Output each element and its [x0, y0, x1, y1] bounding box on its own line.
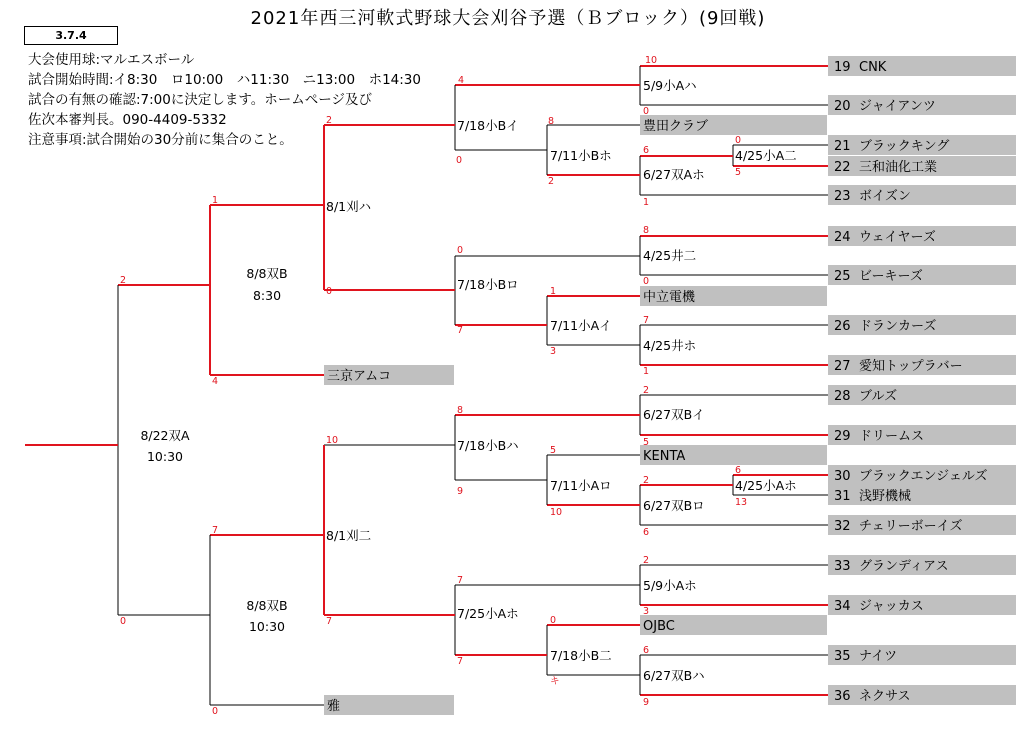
team-number: 23 [834, 189, 851, 204]
team-name: 三和油化工業 [859, 160, 938, 175]
team-number: 27 [834, 359, 851, 374]
match-label: 7/25小Aホ [457, 606, 519, 621]
team-number: 19 [834, 60, 851, 75]
team-name: ドリームス [859, 429, 925, 444]
score-label: 2 [548, 176, 555, 187]
match-label: 7/18小Bイ [457, 118, 519, 133]
team-number: 21 [834, 139, 851, 154]
score-label: 0 [550, 615, 557, 626]
page-title: 2021年西三河軟式野球大会刈谷予選（Ｂブロック）(9回戦) [250, 8, 766, 29]
score-label: 7 [212, 525, 219, 536]
team-name: 三京アムコ [327, 369, 392, 384]
team-name: ネクサス [859, 689, 911, 704]
team-number: 22 [834, 160, 851, 175]
match-label: 8/8双B [246, 266, 288, 281]
score-label: 0 [643, 276, 650, 287]
team-name: ブラックキング [859, 139, 950, 154]
team-name: チェリーボーイズ [859, 519, 963, 534]
score-label: 2 [120, 275, 127, 286]
team-name: ドランカーズ [859, 319, 937, 334]
team-number: 24 [834, 230, 851, 245]
score-label: 6 [735, 465, 742, 476]
match-label: 7/18小Bロ [457, 277, 519, 292]
match-label: 7/11小Bホ [550, 148, 612, 163]
score-label: 6 [643, 145, 650, 156]
score-label: 8 [457, 405, 464, 416]
match-time: 8:30 [252, 288, 282, 303]
match-label: 8/1刈二 [326, 528, 372, 543]
team-number: 34 [834, 599, 851, 614]
team-box [324, 695, 454, 715]
score-label: 8 [643, 225, 650, 236]
score-label: 5 [550, 445, 557, 456]
date-label: 3.7.4 [24, 26, 118, 45]
score-label: 7 [457, 575, 464, 586]
team-name: ナイツ [859, 649, 898, 664]
team-name: ブラックエンジェルズ [859, 469, 988, 484]
info-line: 試合の有無の確認:7:00に決定します。ホームページ及び [28, 92, 373, 108]
score-label: 10 [645, 55, 658, 66]
score-label: 1 [550, 286, 557, 297]
team-name: KENTA [643, 449, 686, 464]
score-label: 13 [735, 497, 748, 508]
score-label: 0 [212, 706, 219, 717]
score-label: 0 [735, 135, 742, 146]
info-line: 大会使用球:マルエスボール [28, 52, 195, 68]
team-box [828, 685, 1016, 705]
team-name: ボイズン [859, 189, 911, 204]
team-box [828, 485, 1016, 505]
match-label: 8/1刈ハ [326, 199, 372, 214]
score-label: 4 [458, 75, 465, 86]
score-label: 2 [643, 475, 650, 486]
score-label: キ [550, 676, 560, 687]
match-label: 5/9小Aホ [643, 578, 697, 593]
match-label: 8/22双A [140, 428, 190, 443]
team-number: 29 [834, 429, 851, 444]
score-label: 7 [457, 656, 464, 667]
team-number: 32 [834, 519, 851, 534]
match-label: 6/27双Bハ [643, 668, 705, 683]
score-label: 5 [735, 167, 742, 178]
team-name: ウェイヤーズ [859, 230, 936, 245]
team-number: 35 [834, 649, 851, 664]
match-label: 6/27双Bロ [643, 498, 705, 513]
team-number: 28 [834, 389, 851, 404]
team-number: 36 [834, 689, 851, 704]
match-label: 6/27双Aホ [643, 167, 705, 182]
score-label: 3 [550, 346, 557, 357]
score-label: 8 [548, 116, 555, 127]
match-label: 4/25井ホ [643, 338, 697, 353]
team-name: ビーキーズ [859, 269, 923, 284]
match-label: 5/9小Aハ [643, 78, 697, 93]
score-label: 5 [643, 437, 650, 448]
team-number: 20 [834, 99, 851, 114]
score-label: 6 [643, 527, 650, 538]
score-label: 7 [326, 616, 333, 627]
team-name: 中立電機 [643, 290, 696, 305]
score-label: 10 [326, 435, 339, 446]
team-number: 33 [834, 559, 851, 574]
score-label: 0 [120, 616, 127, 627]
team-number: 26 [834, 319, 851, 334]
match-label: 8/8双B [246, 598, 288, 613]
score-label: 3 [643, 606, 650, 617]
score-label: 7 [643, 315, 650, 326]
team-box [828, 56, 1016, 76]
match-label: 7/18小Bハ [457, 438, 519, 453]
match-label: 7/11小Aイ [550, 318, 612, 333]
match-label: 7/11小Aロ [550, 478, 612, 493]
info-line: 試合開始時間:イ8:30 ロ10:00 ハ11:30 ニ13:00 ホ14:30 [28, 72, 421, 88]
team-name: 愛知トップラバー [859, 359, 963, 374]
score-label: 0 [457, 245, 464, 256]
match-time: 10:30 [248, 619, 286, 634]
score-label: 10 [550, 507, 563, 518]
score-label: 2 [643, 555, 650, 566]
score-label: 9 [457, 486, 464, 497]
match-label: 4/25小Aホ [735, 478, 797, 493]
match-label: 4/25井二 [643, 248, 697, 263]
team-name: 雅 [327, 699, 341, 714]
team-name: 豊田クラブ [643, 119, 709, 134]
team-name: OJBC [643, 619, 675, 634]
score-label: 4 [212, 376, 219, 387]
match-label: 7/18小B二 [550, 648, 612, 663]
team-name: ブルズ [859, 389, 898, 404]
team-number: 30 [834, 469, 851, 484]
team-box [828, 645, 1016, 665]
match-label: 6/27双Bイ [643, 407, 705, 422]
team-box [828, 185, 1016, 205]
score-label: 2 [326, 115, 333, 126]
team-number: 25 [834, 269, 851, 284]
team-name: グランディアス [859, 559, 949, 574]
match-time: 10:30 [146, 449, 184, 464]
team-box [828, 385, 1016, 405]
score-label: 0 [456, 155, 463, 166]
score-label: 2 [643, 385, 650, 396]
team-name: 浅野機械 [859, 489, 912, 504]
score-label: 1 [212, 195, 219, 206]
score-label: 0 [643, 106, 650, 117]
team-number: 31 [834, 489, 851, 504]
score-label: 1 [643, 366, 650, 377]
score-label: 7 [457, 325, 464, 336]
match-label: 4/25小A二 [735, 148, 797, 163]
team-name: ジャイアンツ [859, 99, 936, 114]
score-label: 0 [326, 286, 333, 297]
team-name: CNK [859, 60, 887, 75]
team-name: ジャッカス [859, 599, 924, 614]
info-line: 注意事項:試合開始の30分前に集合のこと。 [28, 132, 293, 148]
score-label: 1 [643, 197, 650, 208]
score-label: 9 [643, 697, 650, 708]
info-line: 佐次本審判長。090-4409-5332 [28, 112, 227, 128]
score-label: 6 [643, 645, 650, 656]
